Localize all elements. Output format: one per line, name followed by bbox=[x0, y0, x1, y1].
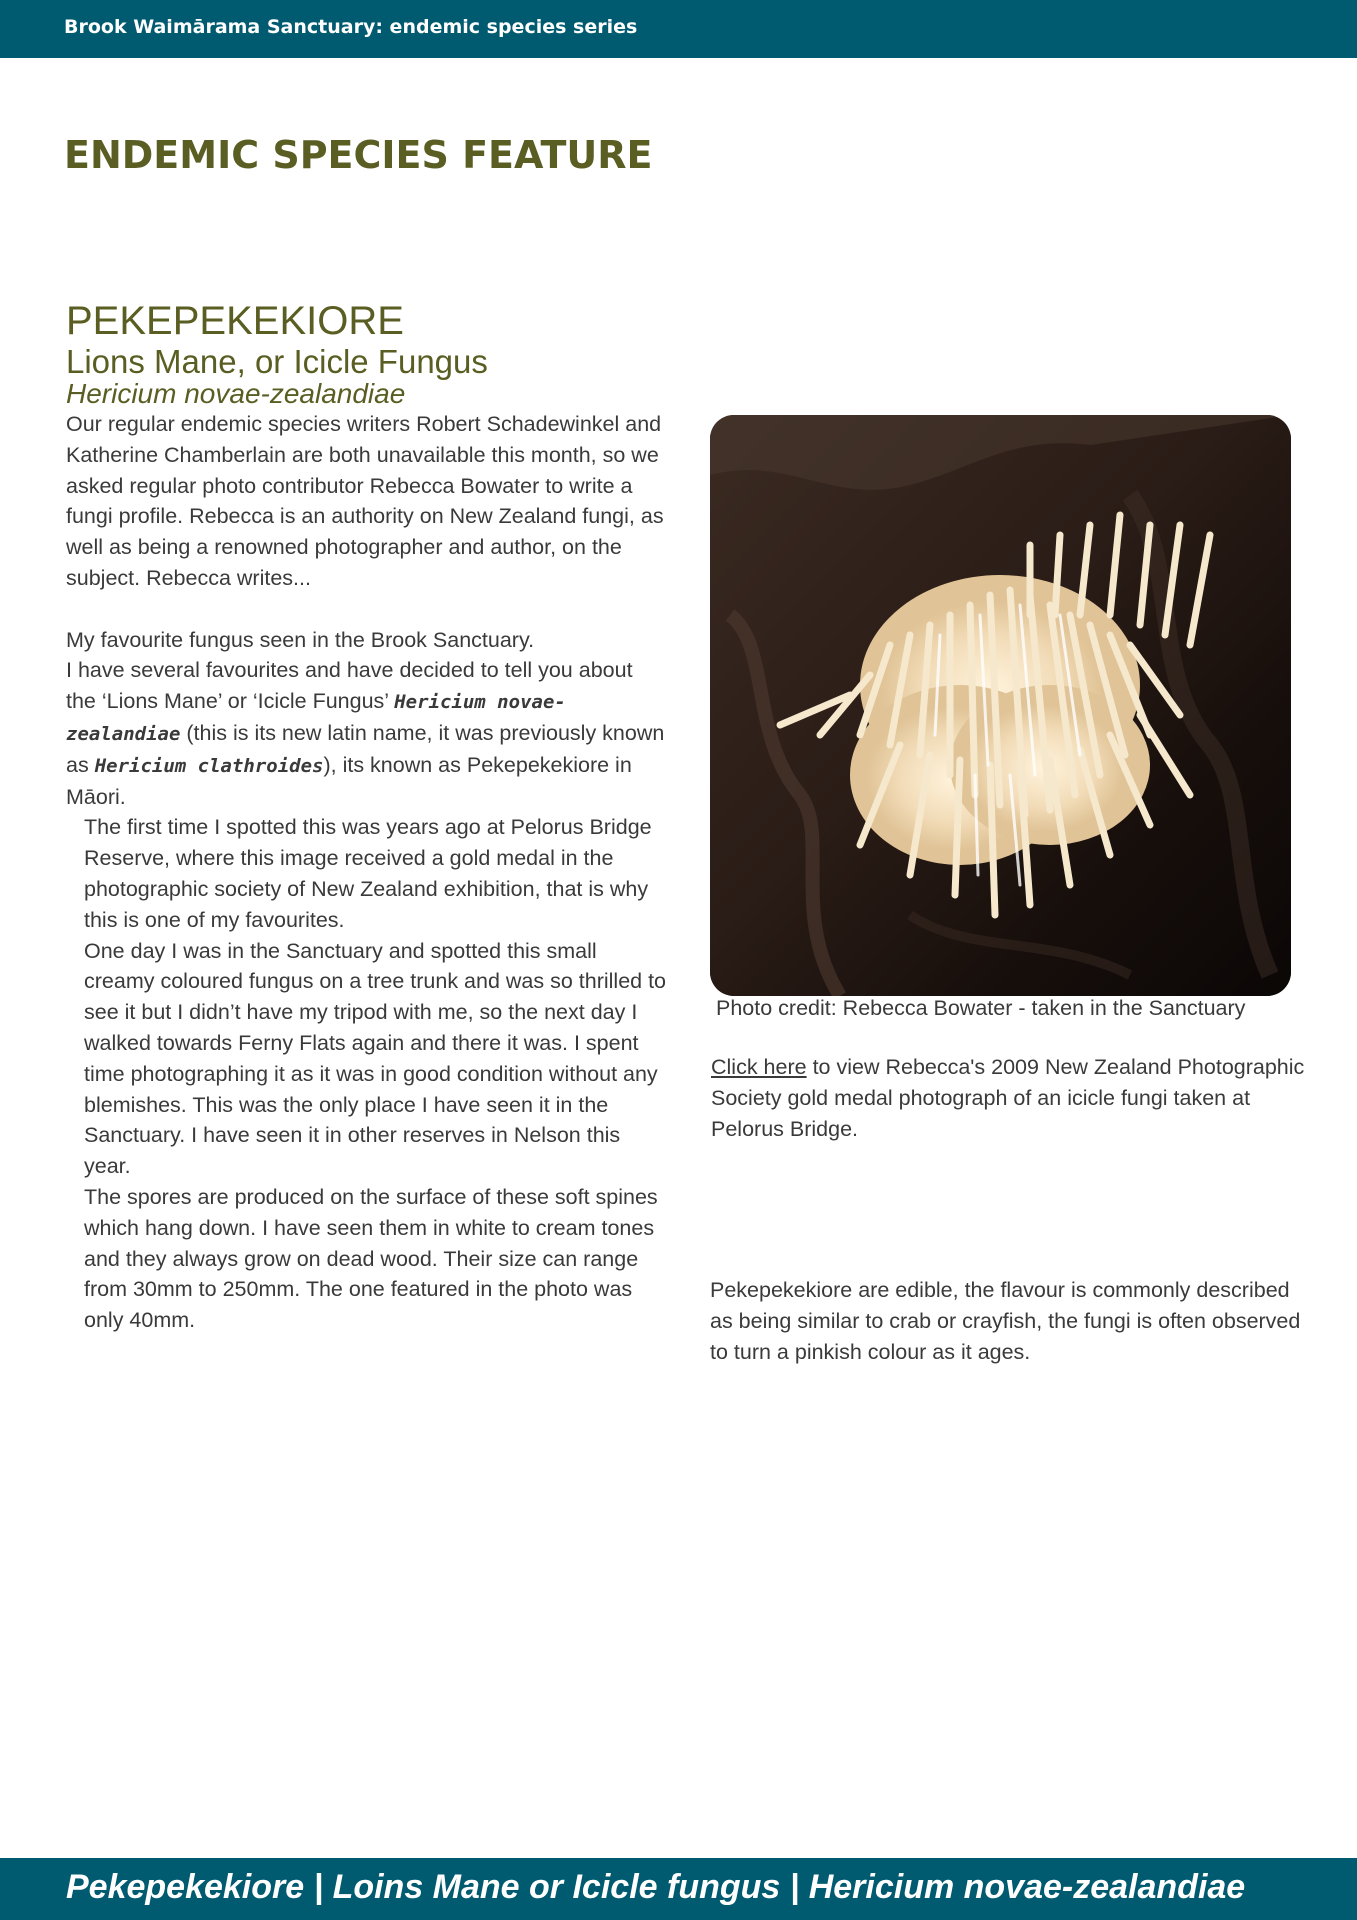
feature-heading: ENDEMIC SPECIES FEATURE bbox=[64, 133, 653, 177]
article-paragraph-2: The first time I spotted this was years ago at Pelorus Bridge Reserve, where this image received a gold medal in the photographic society of New Zealand exhibition, that is why this is one of my favourites. bbox=[84, 815, 652, 932]
fungus-photo bbox=[710, 415, 1291, 996]
article-line-1: My favourite fungus seen in the Brook Sanctuary. bbox=[66, 627, 535, 652]
article-paragraph-3: One day I was in the Sanctuary and spotted this small creamy coloured fungus on a tree trunk and was so thrilled to see it but I didn’t have my tripod with me, so the next day I walked towards Ferny Flats again and there it was. I spent time photographing it as it was in good condition without any blemishes. This was the only place I have seen it in the Sanctuary. I have seen it in other reserves in Nelson this year. bbox=[84, 938, 667, 1179]
footer-bar bbox=[0, 1858, 1357, 1920]
footer-title: Pekepekekiore | Loins Mane or Icicle fungus | Hericium novae-zealandiae bbox=[66, 1868, 1246, 1906]
header-bar bbox=[0, 0, 1357, 58]
gold-medal-link-paragraph bbox=[711, 1052, 1311, 1144]
species-common-name: Lions Mane, or Icicle Fungus bbox=[66, 343, 488, 380]
photo-credit: Photo credit: Rebecca Bowater - taken in the Sanctuary bbox=[716, 996, 1246, 1020]
header-title: Brook Waimārama Sanctuary: endemic species series bbox=[64, 16, 638, 38]
article-paragraph-1: I have several favourites and have decided to tell you about the ‘Lions Mane’ or ‘Icicle Fungus’ Hericium novae-zealandiae (this is its new latin name, it was previously known as Hericium clathroides), its known as Pekepekekiore in Māori. bbox=[66, 658, 665, 809]
species-scientific-name: Hericium novae-zealandiae bbox=[66, 378, 406, 409]
edible-paragraph: Pekepekekiore are edible, the flavour is commonly described as being similar to crab or crayfish, the fungi is often observed to turn a pinkish colour as it ages. bbox=[710, 1278, 1301, 1364]
old-scientific-name-inline: Hericium clathroides bbox=[94, 754, 324, 777]
article-body bbox=[66, 409, 666, 1336]
article-paragraph-4: The spores are produced on the surface of these soft spines which hang down. I have seen them in white to cream tones and they always grow on dead wood. Their size can range from 30mm to 250mm. The one featured in the photo was only 40mm. bbox=[84, 1184, 658, 1333]
click-here-link[interactable]: Click here bbox=[711, 1055, 807, 1079]
article-column bbox=[66, 297, 666, 1336]
intro-paragraph: Our regular endemic species writers Robert Schadewinkel and Katherine Chamberlain are both unavailable this month, so we asked regular photo contributor Rebecca Bowater to write a fungi profile. Rebecca is an authority on New Zealand fungi, as well as being a renowned photographer and author, on the subject. Rebecca writes... bbox=[66, 412, 664, 590]
link-description: to view Rebecca's 2009 New Zealand Photographic Society gold medal photograph of an icicle fungi taken at Pelorus Bridge. bbox=[711, 1055, 1305, 1141]
species-maori-name: PEKEPEKEKIORE bbox=[66, 299, 404, 343]
scientific-name-inline: Hericium novae-zealandiae bbox=[66, 691, 566, 745]
